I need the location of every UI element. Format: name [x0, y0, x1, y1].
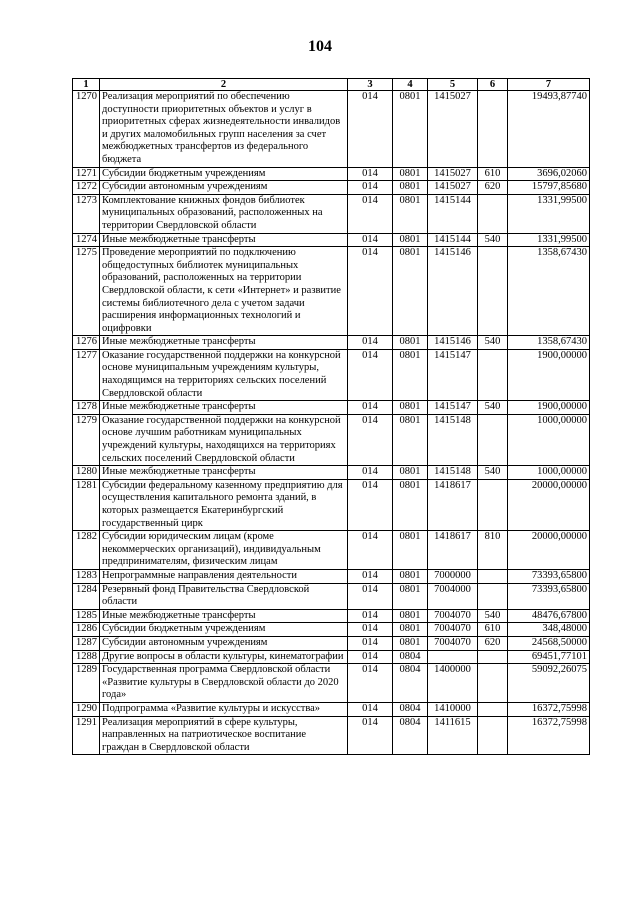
header-col-3: 3	[348, 79, 393, 91]
row-expense-type: 540	[478, 401, 508, 415]
row-target-code: 7004070	[428, 636, 478, 650]
row-name: Субсидии бюджетным учреждениям	[100, 167, 348, 181]
row-name: Реализация мероприятий в сфере культуры, направленных на патриотическое воспитание граждан в Свердловской области	[100, 716, 348, 755]
row-target-code: 7004070	[428, 609, 478, 623]
table-row	[73, 716, 590, 755]
row-expense-type: 540	[478, 336, 508, 350]
row-expense-type	[478, 479, 508, 530]
row-expense-type: 810	[478, 531, 508, 570]
table-row	[73, 466, 590, 480]
row-expense-type: 540	[478, 233, 508, 247]
row-section-code: 0801	[393, 583, 428, 609]
row-number: 1276	[73, 336, 100, 350]
row-amount: 48476,67800	[508, 609, 590, 623]
table-row	[73, 247, 590, 336]
row-section-code: 0801	[393, 636, 428, 650]
table-row	[73, 479, 590, 530]
row-admin-code: 014	[348, 479, 393, 530]
row-name: Государственная программа Свердловской области «Развитие культуры в Свердловской области до 2020 года»	[100, 664, 348, 703]
row-amount: 24568,50000	[508, 636, 590, 650]
row-admin-code: 014	[348, 181, 393, 195]
row-section-code: 0801	[393, 181, 428, 195]
row-number: 1270	[73, 91, 100, 168]
row-target-code: 1415147	[428, 349, 478, 400]
row-target-code: 1415027	[428, 181, 478, 195]
table-row	[73, 181, 590, 195]
row-section-code: 0801	[393, 401, 428, 415]
table-row	[73, 167, 590, 181]
row-amount: 69451,77101	[508, 650, 590, 664]
row-name: Подпрограмма «Развитие культуры и искусства»	[100, 702, 348, 716]
row-target-code: 7004000	[428, 583, 478, 609]
row-number: 1283	[73, 569, 100, 583]
row-number: 1286	[73, 623, 100, 637]
row-admin-code: 014	[348, 583, 393, 609]
row-number: 1281	[73, 479, 100, 530]
row-target-code	[428, 650, 478, 664]
row-amount: 59092,26075	[508, 664, 590, 703]
header-col-4: 4	[393, 79, 428, 91]
row-section-code: 0804	[393, 664, 428, 703]
row-amount: 20000,00000	[508, 479, 590, 530]
row-section-code: 0801	[393, 479, 428, 530]
row-amount: 1358,67430	[508, 336, 590, 350]
table-row	[73, 583, 590, 609]
header-col-5: 5	[428, 79, 478, 91]
row-name: Непрограммные направления деятельности	[100, 569, 348, 583]
table-row	[73, 414, 590, 465]
row-admin-code: 014	[348, 609, 393, 623]
row-name: Оказание государственной поддержки на конкурсной основе лучшим работникам муниципальных учреждений культуры, находящихся на территориях сельских поселений Свердловской области	[100, 414, 348, 465]
row-target-code: 1415148	[428, 414, 478, 465]
row-name: Субсидии бюджетным учреждениям	[100, 623, 348, 637]
row-number: 1272	[73, 181, 100, 195]
table-row	[73, 569, 590, 583]
table-row	[73, 664, 590, 703]
row-number: 1291	[73, 716, 100, 755]
row-section-code: 0804	[393, 702, 428, 716]
table-row	[73, 91, 590, 168]
header-col-6: 6	[478, 79, 508, 91]
row-amount: 1358,67430	[508, 247, 590, 336]
row-name: Иные межбюджетные трансферты	[100, 336, 348, 350]
row-admin-code: 014	[348, 414, 393, 465]
row-name: Резервный фонд Правительства Свердловской области	[100, 583, 348, 609]
header-col-1: 1	[73, 79, 100, 91]
row-name: Субсидии федеральному казенному предприятию для осуществления капитального ремонта зданий, в которых размещается Екатеринбургский государственный цирк	[100, 479, 348, 530]
row-name: Проведение мероприятий по подключению общедоступных библиотек муниципальных образований, расположенных на территории Свердловской области, к сети «Интернет» и развитие системы библиотечного дела с учетом задачи расширения информационных технологий и оцифровки	[100, 247, 348, 336]
row-expense-type	[478, 702, 508, 716]
row-target-code: 1415147	[428, 401, 478, 415]
row-section-code: 0801	[393, 233, 428, 247]
row-admin-code: 014	[348, 531, 393, 570]
budget-table	[72, 78, 590, 755]
row-name: Иные межбюджетные трансферты	[100, 401, 348, 415]
row-section-code: 0801	[393, 91, 428, 168]
table-row	[73, 401, 590, 415]
row-section-code: 0801	[393, 414, 428, 465]
row-target-code: 1415027	[428, 167, 478, 181]
row-expense-type	[478, 349, 508, 400]
row-target-code: 1415148	[428, 466, 478, 480]
row-name: Другие вопросы в области культуры, кинематографии	[100, 650, 348, 664]
row-admin-code: 014	[348, 336, 393, 350]
row-section-code: 0801	[393, 569, 428, 583]
table-row	[73, 349, 590, 400]
row-name: Иные межбюджетные трансферты	[100, 466, 348, 480]
page-number: 104	[308, 38, 332, 55]
header-col-2: 2	[100, 79, 348, 91]
row-section-code: 0801	[393, 194, 428, 233]
row-expense-type: 620	[478, 181, 508, 195]
row-number: 1273	[73, 194, 100, 233]
row-admin-code: 014	[348, 167, 393, 181]
row-expense-type: 540	[478, 609, 508, 623]
row-number: 1274	[73, 233, 100, 247]
row-amount: 15797,85680	[508, 181, 590, 195]
row-expense-type: 620	[478, 636, 508, 650]
table-row	[73, 336, 590, 350]
table-row	[73, 702, 590, 716]
row-section-code: 0801	[393, 531, 428, 570]
row-expense-type	[478, 569, 508, 583]
table-row	[73, 194, 590, 233]
table-row	[73, 623, 590, 637]
row-amount: 3696,02060	[508, 167, 590, 181]
row-name: Субсидии автономным учреждениям	[100, 181, 348, 195]
row-expense-type	[478, 194, 508, 233]
row-number: 1289	[73, 664, 100, 703]
row-target-code: 1418617	[428, 479, 478, 530]
row-admin-code: 014	[348, 569, 393, 583]
row-admin-code: 014	[348, 702, 393, 716]
row-section-code: 0801	[393, 167, 428, 181]
row-expense-type	[478, 716, 508, 755]
row-admin-code: 014	[348, 623, 393, 637]
row-expense-type: 610	[478, 167, 508, 181]
table-row	[73, 636, 590, 650]
row-section-code: 0804	[393, 650, 428, 664]
header-col-7: 7	[508, 79, 590, 91]
row-number: 1282	[73, 531, 100, 570]
row-admin-code: 014	[348, 636, 393, 650]
row-amount: 16372,75998	[508, 702, 590, 716]
row-admin-code: 014	[348, 349, 393, 400]
row-expense-type	[478, 650, 508, 664]
row-admin-code: 014	[348, 650, 393, 664]
row-section-code: 0801	[393, 336, 428, 350]
row-section-code: 0801	[393, 466, 428, 480]
table-row	[73, 531, 590, 570]
row-name: Реализация мероприятий по обеспечению доступности приоритетных объектов и услуг в приоритетных сферах жизнедеятельности инвалидов и других маломобильных групп населения за счет межбюджетных трансфертов из федерального бюджета	[100, 91, 348, 168]
row-admin-code: 014	[348, 247, 393, 336]
row-admin-code: 014	[348, 664, 393, 703]
row-section-code: 0804	[393, 716, 428, 755]
row-amount: 1331,99500	[508, 233, 590, 247]
row-target-code: 1418617	[428, 531, 478, 570]
row-expense-type	[478, 414, 508, 465]
row-target-code: 1410000	[428, 702, 478, 716]
row-amount: 20000,00000	[508, 531, 590, 570]
row-amount: 1900,00000	[508, 401, 590, 415]
row-amount: 1331,99500	[508, 194, 590, 233]
row-expense-type	[478, 247, 508, 336]
row-amount: 1000,00000	[508, 466, 590, 480]
row-expense-type: 610	[478, 623, 508, 637]
table-row	[73, 650, 590, 664]
row-admin-code: 014	[348, 91, 393, 168]
row-target-code: 7000000	[428, 569, 478, 583]
row-amount: 73393,65800	[508, 569, 590, 583]
row-amount: 1000,00000	[508, 414, 590, 465]
row-number: 1280	[73, 466, 100, 480]
row-expense-type	[478, 91, 508, 168]
row-target-code: 7004070	[428, 623, 478, 637]
row-number: 1290	[73, 702, 100, 716]
row-target-code: 1415144	[428, 233, 478, 247]
row-admin-code: 014	[348, 716, 393, 755]
row-amount: 1900,00000	[508, 349, 590, 400]
row-expense-type: 540	[478, 466, 508, 480]
row-number: 1285	[73, 609, 100, 623]
row-target-code: 1415027	[428, 91, 478, 168]
row-number: 1278	[73, 401, 100, 415]
row-number: 1284	[73, 583, 100, 609]
row-section-code: 0801	[393, 247, 428, 336]
row-amount: 19493,87740	[508, 91, 590, 168]
row-number: 1277	[73, 349, 100, 400]
row-target-code: 1415146	[428, 336, 478, 350]
row-section-code: 0801	[393, 609, 428, 623]
row-number: 1279	[73, 414, 100, 465]
row-expense-type	[478, 664, 508, 703]
row-target-code: 1400000	[428, 664, 478, 703]
row-amount: 348,48000	[508, 623, 590, 637]
row-amount: 73393,65800	[508, 583, 590, 609]
row-number: 1275	[73, 247, 100, 336]
row-name: Комплектование книжных фондов библиотек муниципальных образований, расположенных на территории Свердловской области	[100, 194, 348, 233]
row-number: 1287	[73, 636, 100, 650]
row-target-code: 1411615	[428, 716, 478, 755]
table-row	[73, 233, 590, 247]
row-number: 1288	[73, 650, 100, 664]
row-target-code: 1415146	[428, 247, 478, 336]
row-target-code: 1415144	[428, 194, 478, 233]
row-amount: 16372,75998	[508, 716, 590, 755]
row-name: Субсидии автономным учреждениям	[100, 636, 348, 650]
row-admin-code: 014	[348, 401, 393, 415]
header-row	[73, 79, 590, 91]
table-row	[73, 609, 590, 623]
row-section-code: 0801	[393, 349, 428, 400]
row-name: Иные межбюджетные трансферты	[100, 233, 348, 247]
row-name: Иные межбюджетные трансферты	[100, 609, 348, 623]
row-admin-code: 014	[348, 233, 393, 247]
row-expense-type	[478, 583, 508, 609]
row-number: 1271	[73, 167, 100, 181]
row-section-code: 0801	[393, 623, 428, 637]
row-name: Оказание государственной поддержки на конкурсной основе муниципальным учреждениям культуры, находящимся на территориях сельских поселений Свердловской области	[100, 349, 348, 400]
row-name: Субсидии юридическим лицам (кроме некоммерческих организаций), индивидуальным предпринимателям, физическим лицам	[100, 531, 348, 570]
row-admin-code: 014	[348, 466, 393, 480]
row-admin-code: 014	[348, 194, 393, 233]
